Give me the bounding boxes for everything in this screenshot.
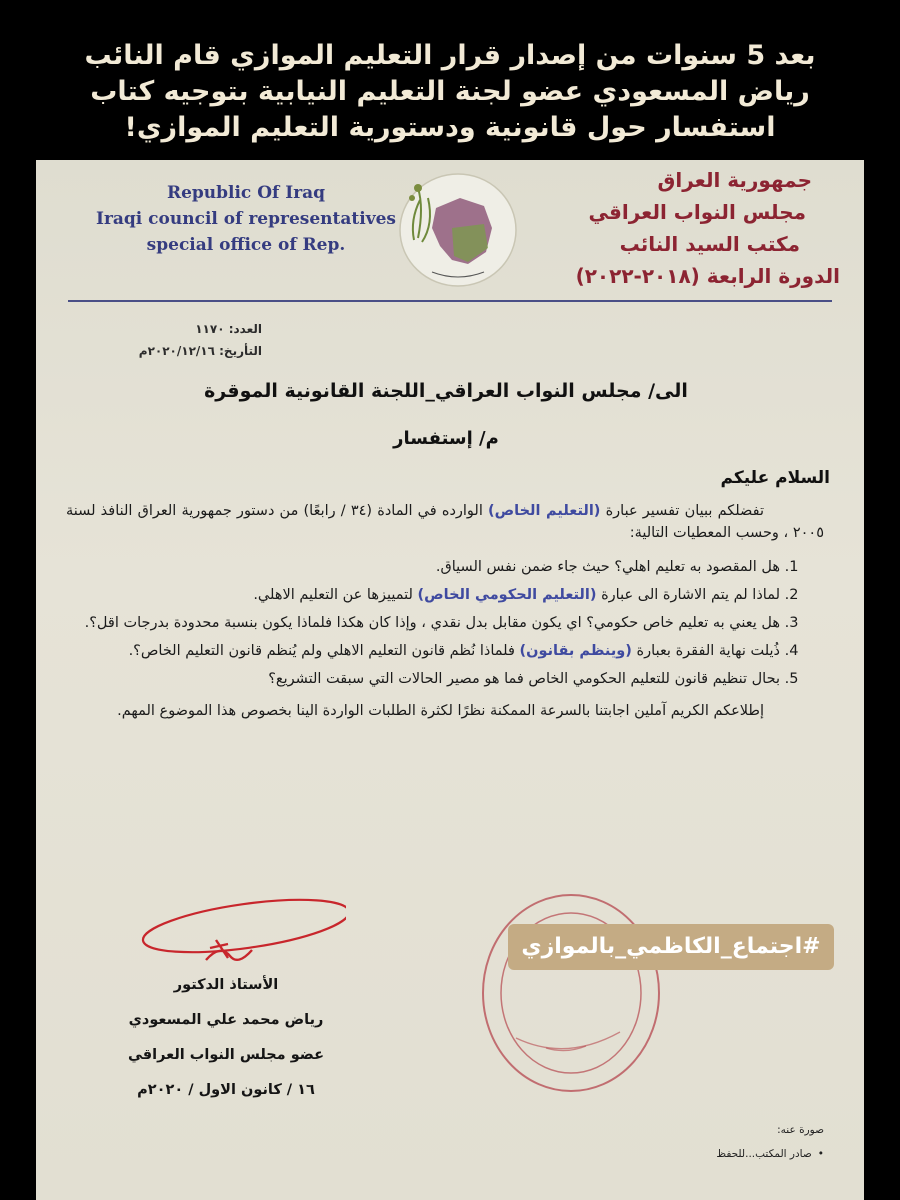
intro-text-end: الوارده في المادة (٣٤ / رابعًا) من دستور جمهورية العراق النافذ لسنة ٢٠٠٥ ، وحسب المعطيات التالية: — [66, 503, 824, 541]
question-item: 3. هل يعني به تعليم خاص حكومي؟ اي يكون مقابل بدل نقدي ، وإذا كان هكذا فلماذا يكون بنسبة محدودة بدرجات اقل؟. — [66, 612, 780, 634]
intro-highlight-term: (التعليم الخاص) — [488, 503, 601, 519]
question-text: فلماذا نُظم قانون التعليم الاهلي ولم يُنظم قانون التعليم الخاص؟. — [128, 643, 520, 659]
letterhead-ar-line-3: مكتب السيد النائب — [619, 232, 800, 256]
intro-paragraph — [66, 500, 824, 544]
letterhead-ar-line-4: الدورة الرابعة (٢٠١٨-٢٠٢٢) — [575, 264, 840, 288]
question-item — [66, 584, 780, 606]
cc-label: صورة عنه: — [777, 1124, 824, 1136]
signature-date: ١٦ / كانون الاول / ٢٠٢٠م — [137, 1082, 315, 1098]
closing-paragraph: إطلاعكم الكريم آملين اجابتنا بالسرعة الممكنة نظرًا لكثرة الطلبات الواردة الينا بخصوص هذا الموضوع المهم. — [117, 703, 764, 719]
question-item — [66, 640, 780, 662]
question-text: ذُيلت نهاية الفقرة بعبارة — [631, 643, 780, 659]
cc-item: • صادر المكتب...للحفظ — [674, 1142, 824, 1166]
carbon-copy — [674, 1118, 824, 1166]
headline-line-1: بعد 5 سنوات من إصدار قرار التعليم الموازي قام النائب — [84, 40, 816, 71]
recipient-line: الى/ مجلس النواب العراقي_اللجنة القانونية الموقرة — [204, 380, 688, 402]
subject-line: م/ إستفسار — [393, 428, 499, 449]
question-item: 5. بحال تنظيم قانون للتعليم الحكومي الخاص فما هو مصير الحالات التي سبقت التشريع؟ — [66, 668, 780, 690]
intro-text-start: تفضلكم ببيان تفسير عبارة — [600, 503, 765, 519]
reference-meta — [92, 318, 262, 362]
question-text: لتمييزها عن التعليم الاهلي. — [253, 587, 418, 603]
headline-line-3: استفسار حول قانونية ودستورية التعليم الموازي! — [124, 112, 776, 143]
signer-role: عضو مجلس النواب العراقي — [128, 1047, 324, 1063]
questions-list — [66, 556, 802, 690]
letterhead-ar-line-1: جمهورية العراق — [657, 168, 812, 192]
parliament-emblem-icon — [388, 168, 528, 298]
letter-document — [36, 160, 864, 1200]
question-highlight-term: (التعليم الحكومي الخاص) — [417, 587, 597, 603]
letterhead-english — [96, 180, 396, 258]
letterhead-divider — [68, 300, 832, 302]
question-item: 1. هل المقصود به تعليم اهلي؟ حيث جاء ضمن نفس السياق. — [66, 556, 780, 578]
greeting: السلام عليكم — [720, 468, 830, 488]
official-stamp-icon — [476, 888, 666, 1098]
reference-date: التأريخ: ٢٠٢٠/١٢/١٦م — [138, 344, 262, 358]
hashtag-banner: #اجتماع_الكاظمي_بالموازي — [508, 924, 834, 970]
headline-caption — [40, 38, 860, 146]
signature-block — [96, 968, 356, 1108]
letter-body — [66, 500, 824, 730]
signer-title: الأستاذ الدكتور — [173, 977, 279, 993]
question-text: لماذا لم يتم الاشارة الى عبارة — [596, 587, 780, 603]
letterhead-en-line-1: Republic Of Iraq — [166, 183, 326, 203]
reference-number: العدد: ١١٧٠ — [195, 322, 262, 336]
letterhead-arabic — [540, 164, 840, 292]
question-highlight-term: (وينظم بقانون) — [519, 643, 632, 659]
headline-line-2: رياض المسعودي عضو لجنة التعليم النيابية بتوجيه كتاب — [90, 76, 810, 107]
letterhead-en-line-2: Iraqi council of representatives — [96, 209, 396, 229]
letterhead-ar-line-2: مجلس النواب العراقي — [588, 200, 806, 224]
signer-name: رياض محمد علي المسعودي — [128, 1012, 324, 1028]
letterhead-en-line-3: special office of Rep. — [146, 235, 346, 255]
